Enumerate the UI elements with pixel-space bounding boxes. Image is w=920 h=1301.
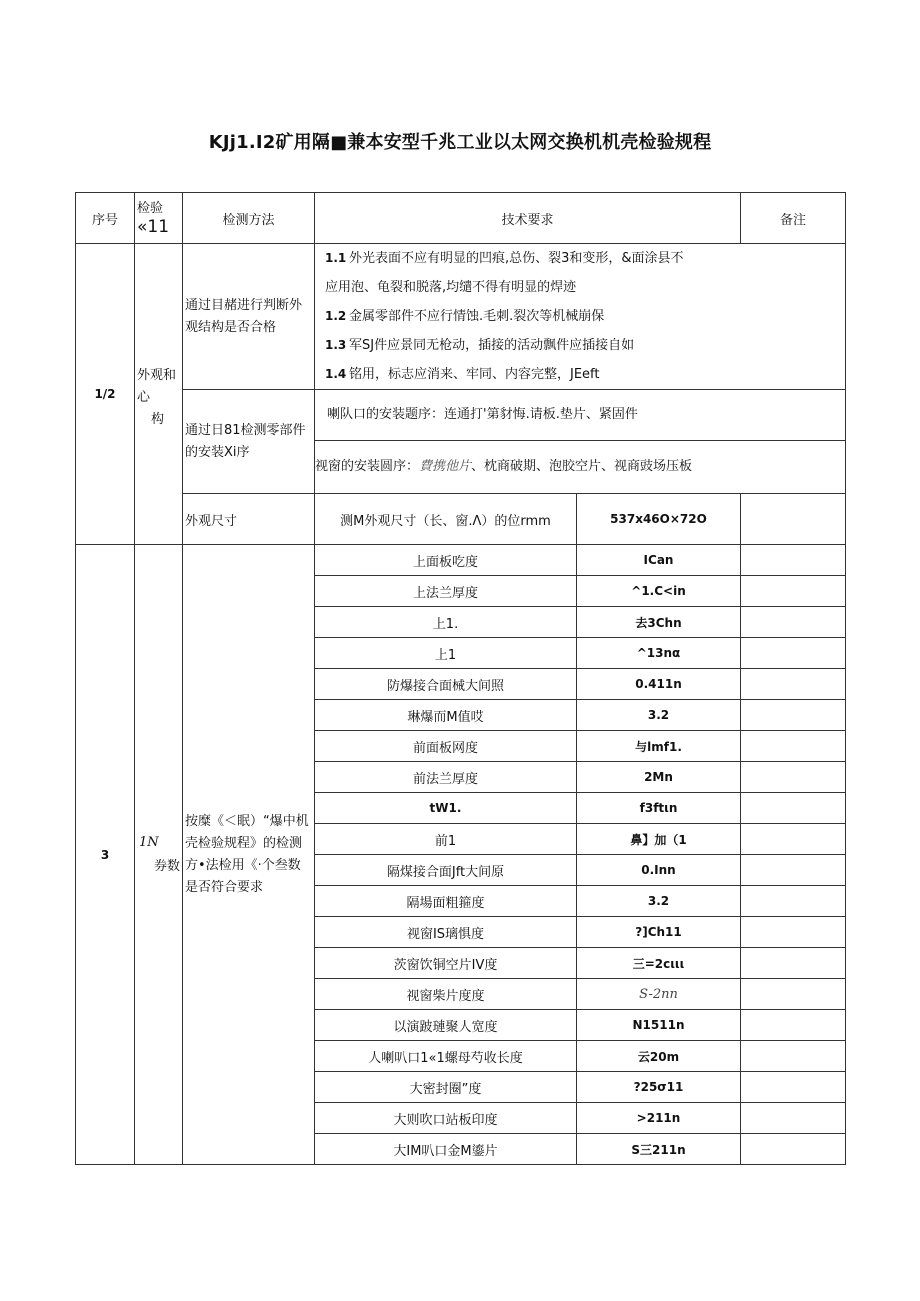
section2-item-line2: 券数 [153,858,180,874]
param-remark [741,607,846,638]
param-remark [741,1041,846,1072]
param-name: 视窗IS璃惧度 [315,917,577,948]
param-value: 3.2 [577,700,741,731]
section1-item [135,244,183,545]
param-name: 人喇叭口1«1螺母芍收长度 [315,1041,577,1072]
param-remark [741,669,846,700]
param-value: ^13nα [577,638,741,669]
param-remark [741,545,846,576]
section1-row-assembly [76,390,846,494]
req-window-assembly: 视窗的安装圆序：費携他片、枕商破期、泡胶空片、视商豉场压板 [315,459,693,474]
param-value: 云20m [577,1041,741,1072]
param-value: ICan [577,545,741,576]
inspection-table [75,192,846,1165]
param-value: ?]Ch11 [577,917,741,948]
section1-method-visual: 通过目赭进行判断外观结构是否合格 [183,244,315,390]
param-name: 隔場面粗箍度 [315,886,577,917]
param-name: 前1 [315,824,577,855]
param-remark [741,1134,846,1165]
section1-item-line2: 构 [151,412,165,427]
header-requirement: 技术要求 [315,193,741,244]
param-name: 上1. [315,607,577,638]
param-row [76,545,846,576]
dimension-label: 测M外观尺寸（长、窗.Λ）的位rmm [315,494,577,545]
param-value: 三=2cιιι [577,948,741,979]
param-name: tW1. [315,793,577,824]
section1-method-dimensions: 外观尺寸 [183,494,315,545]
header-seq: 序号 [76,193,135,244]
req-item-1: 1.1 外光表面不应有明显的凹痕,总伤、裂3和变形，&面涂县不 [325,251,684,266]
document-title: KJj1.I2矿用隔■兼本安型千兆工业以太网交换机机壳检验规程 [208,132,712,153]
req-horn-assembly: 喇队口的安装题序：连通打'第豺悔.请板.垫片、紧固件 [315,390,845,441]
section1-assembly-requirements [315,390,846,494]
param-remark [741,1010,846,1041]
param-remark [741,1103,846,1134]
section2-method: 按糜《＜眠）“爆中机壳检验规程》的检测方•法检用《·个叁数是否符合要求 [183,545,315,1165]
header-item-line2: «11 [137,217,170,237]
param-remark [741,1072,846,1103]
param-remark [741,762,846,793]
param-value: 与lmf1. [577,731,741,762]
param-remark [741,793,846,824]
param-value: S-2nn [577,979,741,1010]
param-name: 大IM叭口金M鎏片 [315,1134,577,1165]
param-remark [741,979,846,1010]
param-name: 以演跛璉聚人宽度 [315,1010,577,1041]
param-remark [741,576,846,607]
section2-item-line1: 1N [139,834,159,850]
param-remark [741,917,846,948]
param-name: 前法兰厚度 [315,762,577,793]
param-value: 3.2 [577,886,741,917]
param-name: 上法兰厚度 [315,576,577,607]
param-name: 大密封圈”度 [315,1072,577,1103]
header-item [135,193,183,244]
param-value: 去3Chn [577,607,741,638]
header-method: 检测方法 [183,193,315,244]
param-remark [741,886,846,917]
param-value: 2Mn [577,762,741,793]
req-item-2: 1.2 金属零部件不应行情蚀.毛刺.裂次等机械崩保 [325,309,605,324]
param-remark [741,855,846,886]
section1-row-dimensions [76,494,846,545]
param-value: ^1.C<in [577,576,741,607]
param-value: >211n [577,1103,741,1134]
req-item-1-cont: 应用泡、龟裂和脱落,均缱不得有明显的焊迹 [325,280,577,295]
param-name: 上面板吃度 [315,545,577,576]
param-name: 隔煤接合面Jft大间原 [315,855,577,886]
param-value: ?25σ11 [577,1072,741,1103]
section1-seq: 1/2 [76,244,135,545]
param-name: 防爆接合面械大间照 [315,669,577,700]
header-remark: 备注 [741,193,846,244]
param-remark [741,731,846,762]
dimension-remark [741,494,846,545]
param-remark [741,700,846,731]
param-name: 茨窗饮铜空片IV度 [315,948,577,979]
param-value: S三211n [577,1134,741,1165]
param-remark [741,638,846,669]
section1-row-appearance [76,244,846,390]
param-name: 琳爆而M值哎 [315,700,577,731]
param-name: 前面板网度 [315,731,577,762]
param-name: 上1 [315,638,577,669]
param-value: 鼻】加（1 [577,824,741,855]
req-item-3: 1.3 军SJ件应景同无枪动，插接的活动飘件应插接自如 [325,338,635,353]
section2-seq: 3 [76,545,135,1165]
param-value: 0.Inn [577,855,741,886]
param-value: N1511n [577,1010,741,1041]
req-item-4: 1.4 铭用，标志应消来、牢同、内容完整，JEeft [325,367,600,382]
param-name: 大则吹口站板印度 [315,1103,577,1134]
param-value: f3ftιn [577,793,741,824]
section2-item [135,545,183,1165]
header-row [76,193,846,244]
param-remark [741,948,846,979]
param-value: 0.411n [577,669,741,700]
section1-method-assembly: 通过日81检测零部件的安装Xi序 [183,390,315,494]
dimension-value: 537x46O×72O [577,494,741,545]
section1-requirements [315,244,846,390]
header-item-line1: 检验 [137,201,164,216]
section1-item-line1: 外观和心 [137,368,177,405]
param-remark [741,824,846,855]
param-name: 视窗柴片度度 [315,979,577,1010]
